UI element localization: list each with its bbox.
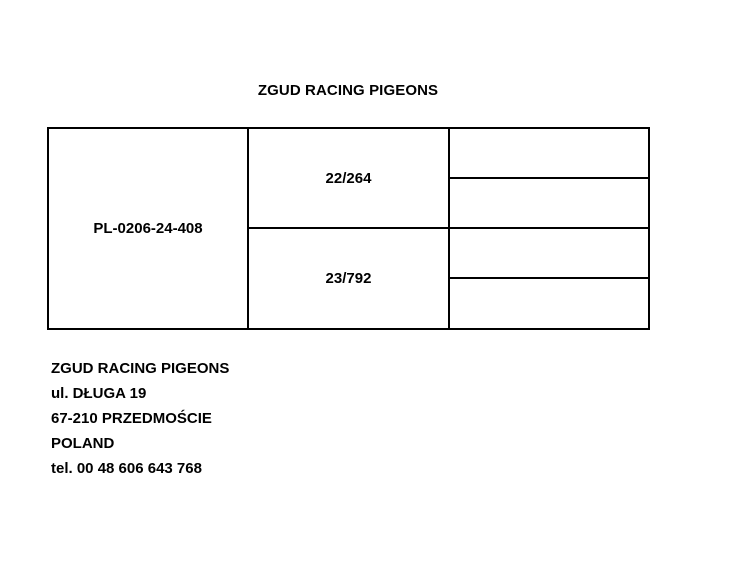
subject-cell	[49, 129, 249, 328]
owner-address	[51, 356, 229, 481]
grandparent-cell-3	[450, 229, 648, 279]
grandparent-cell-4	[450, 279, 648, 328]
dam-ring-number: 23/792	[325, 270, 372, 287]
address-line-city: 67-210 PRZEDMOŚCIE	[51, 410, 212, 427]
page-title: ZGUD RACING PIGEONS	[257, 82, 439, 99]
dam-cell	[249, 229, 448, 328]
pedigree-table	[47, 127, 650, 330]
subject-ring-number: PL-0206-24-408	[93, 220, 203, 237]
sire-cell	[249, 129, 448, 229]
parents-column	[249, 129, 450, 328]
address-line-country: POLAND	[51, 435, 115, 452]
sire-ring-number: 22/264	[325, 169, 372, 187]
grandparent-cell-1	[450, 129, 648, 179]
address-line-name: ZGUD RACING PIGEONS	[51, 360, 230, 377]
grandparents-column	[450, 129, 648, 328]
address-line-street: ul. DŁUGA 19	[51, 385, 147, 402]
address-line-phone: tel. 00 48 606 643 768	[51, 460, 202, 477]
grandparent-cell-2	[450, 179, 648, 229]
